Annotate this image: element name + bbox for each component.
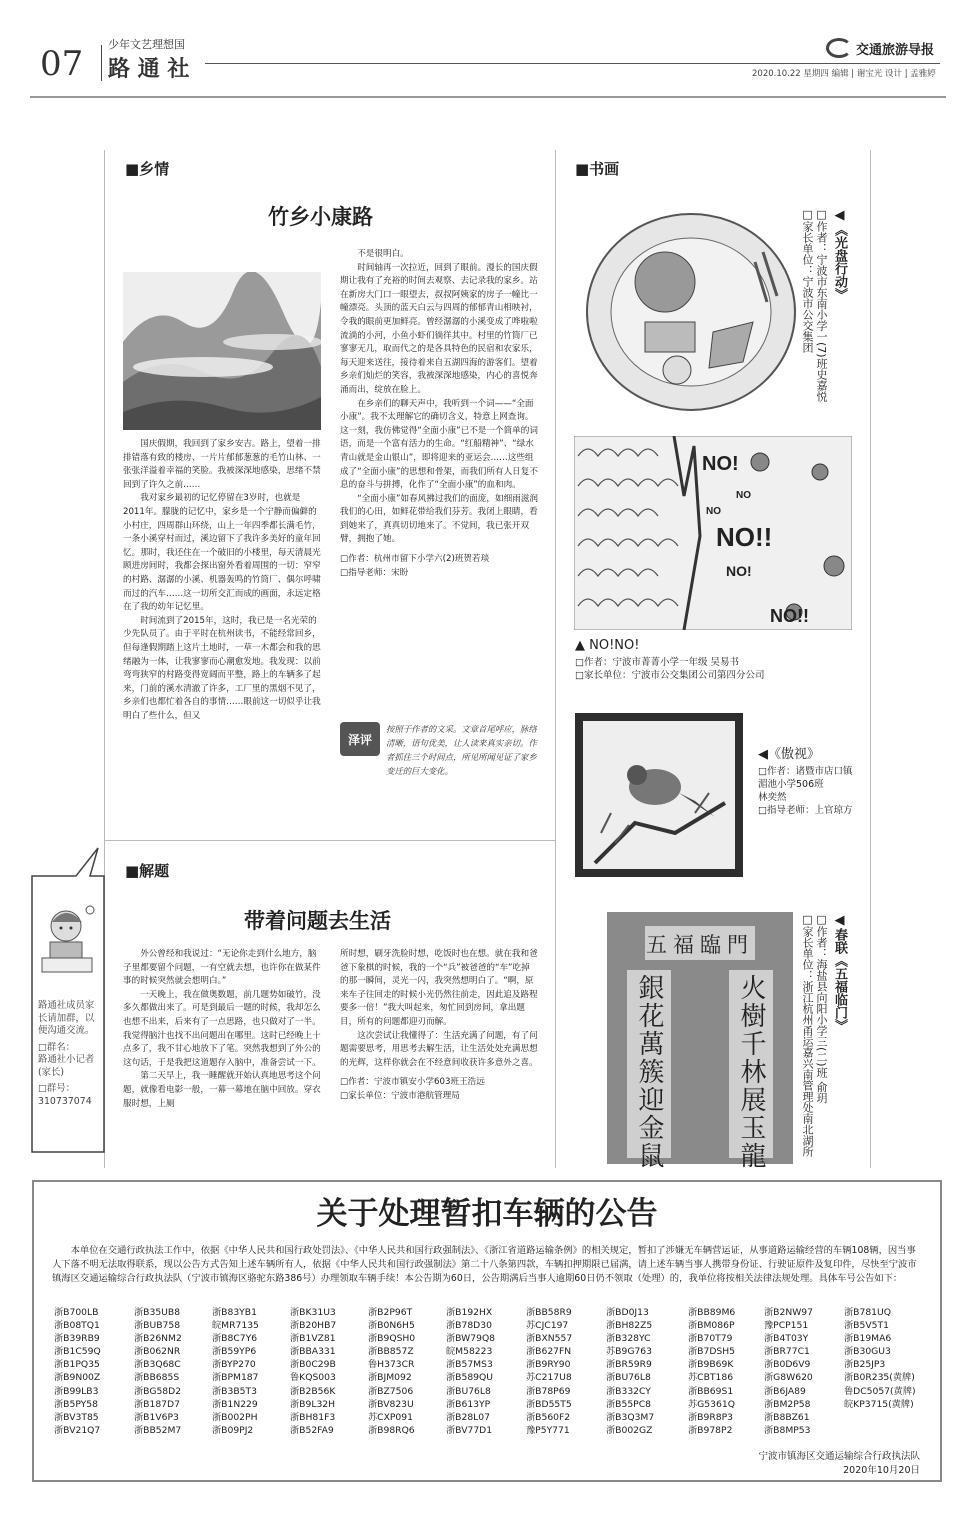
bird-painting <box>575 713 743 877</box>
couplet-horizontal: 五福臨門 <box>646 933 754 957</box>
nono-text: NO <box>706 506 721 517</box>
hometown-paragraph: 时间流到了2015年，这时，我已是一名光荣的少先队员了。由于平时在杭州读书，不能经常回乡，但每逢假期踏上这片土地时，一草一木都会和我的思绪融为一体，让我寥寥而心潮愈发地。我发现：以前弯弯狭窄的村路变得宽阔而平整，路上的车辆多了起来，门前的溪水清澈了许多，工厂里的黑烟不见了，乡亲们也都忙着各自的事情……眼前这一切似乎让我明白了些什么，但又 <box>123 615 321 721</box>
plate-number: 浙B08TQ1 <box>54 1320 100 1332</box>
nono-text: NO! <box>702 453 739 475</box>
plate-number: 浙B8BZ61 <box>764 1411 810 1423</box>
comment-badge <box>340 722 380 756</box>
artwork-author-school: 湄池小学506班 <box>758 779 824 790</box>
plate-column <box>368 1306 446 1437</box>
solving-col2 <box>340 948 538 1104</box>
plate-number: 浙B28L07 <box>446 1411 490 1423</box>
plate-number: 浙B002PH <box>212 1411 258 1423</box>
reading-child-illustration <box>36 900 100 978</box>
artwork-author-name: 林奕然 <box>758 792 787 803</box>
plate-number: 浙BV21Q7 <box>54 1424 101 1436</box>
hometown-paragraph: 国庆假期，我回到了家乡安吉。路上，望着一排排错落有致的楼房、一片片郁郁葱葱的毛竹山林、一张张洋溢着幸福的笑脸。我被深深地感染，思绪不禁回到了许久之前…… <box>123 439 321 490</box>
plate-number: 浙B627FN <box>526 1346 572 1358</box>
plate-number: 浙B8MP53 <box>764 1424 811 1436</box>
artwork-title: ▲ NO!NO! <box>575 638 640 653</box>
plate-number: 浙B9R8P3 <box>688 1411 733 1423</box>
plate-number: 鲁H373CR <box>368 1359 415 1371</box>
hometown-paragraph: “全面小康”如春风拂过我们的面庞，如细雨滋润我们的心田，如鲜花带给我们芬芳。我闭上眼睛，看到她来了，真真切切地来了。不觉间，我已张开双臂，拥抱了她。 <box>340 493 538 545</box>
plate-number: 浙B0D6V9 <box>764 1359 811 1371</box>
solving-paragraph: 这次尝试让我懂得了：生活充满了问题，有了问题需要思考，用思考去解生活，让生活处处充满思想的光辉，这样你就会在不经意间收获许多意外之喜。 <box>340 1030 538 1068</box>
plate-number: 浙B1N229 <box>212 1398 258 1410</box>
plate-number: 浙BZ7506 <box>368 1385 414 1397</box>
plate-number: 浙B700LB <box>54 1307 99 1318</box>
plate-number: 浙BV823U <box>368 1398 414 1410</box>
section-label-solving: ■解题 <box>125 862 170 880</box>
plate-number: 浙BYP270 <box>212 1359 256 1371</box>
sidebar-group-name-label: □群名： <box>38 1041 75 1053</box>
artwork-author: □作者：宁波市东南小学一(7)班史嘉悦 <box>815 208 828 402</box>
plate-number: 浙B6JA89 <box>764 1385 806 1397</box>
plate-number: 浙BV3T85 <box>54 1411 99 1423</box>
plate-list <box>54 1306 934 1437</box>
plate-number: 浙BH81F3 <box>290 1411 336 1423</box>
plate-number: 浙B9RY90 <box>526 1359 571 1371</box>
notice-title: 关于处理暂扣车辆的公告 <box>316 1196 658 1232</box>
artwork-author: □作者：海盐县向阳小学三(二)班 俞玥 <box>815 913 828 1104</box>
notice-date: 2020年10月20日 <box>843 1465 920 1476</box>
artwork-caption-3 <box>758 748 868 817</box>
hometown-col2 <box>340 248 538 580</box>
plate-number: 浙BG58D2 <box>134 1385 182 1397</box>
plate-number: 鲁DC5057(黄牌) <box>844 1385 916 1397</box>
sidebar-invite: 路通社成员家长请加群，以便沟通交流。 <box>38 1000 95 1036</box>
plate-number: 浙B83YB1 <box>212 1307 257 1318</box>
plate-number: 浙BUB758 <box>134 1320 181 1332</box>
sidebar-group-number-label: □群号： <box>38 1083 75 1094</box>
plate-number: 浙BB58R9 <box>526 1307 572 1318</box>
plate-number: 浙B8C7Y6 <box>212 1333 258 1345</box>
artwork-parent: □家长单位：宁波市公交集团 <box>801 208 814 353</box>
plate-number: 浙B55PC8 <box>606 1398 651 1410</box>
plate-number: 浙B3Q68C <box>134 1359 181 1371</box>
artwork-title: ◀《傲视》 <box>758 747 820 762</box>
section-label-hometown: ■乡情 <box>125 160 170 178</box>
issue-info: 2020.10.22 星期四 编辑 | 谢宝光 设计 | 孟雅婷 <box>752 69 936 79</box>
plate-number: 浙B187D7 <box>134 1398 180 1410</box>
plate-number: 浙B589QU <box>446 1372 493 1384</box>
plate-number: 浙BB89M6 <box>688 1307 736 1318</box>
plate-number: 浙BXN557 <box>526 1333 573 1345</box>
plate-number: 浙B9B69K <box>688 1359 734 1371</box>
plate-number: 浙B0C29B <box>290 1359 336 1371</box>
plate-number: 浙BU76L8 <box>606 1372 651 1384</box>
nono-text: NO!! <box>716 522 773 552</box>
plate-number: 浙BB69S1 <box>688 1385 734 1397</box>
plate-number: 浙B99LB3 <box>54 1385 99 1397</box>
plate-number: 浙B35UB8 <box>134 1307 181 1318</box>
plate-column <box>606 1306 688 1437</box>
plate-number: 浙BJM092 <box>368 1372 412 1384</box>
comment-badge-label: 泽评 <box>347 732 372 747</box>
plate-column <box>290 1306 368 1437</box>
artwork-teacher: □指导老师：上官琼方 <box>758 805 853 816</box>
plate-number: 苏CBT186 <box>688 1372 734 1384</box>
solving-parent: □家长单位：宁波市港航管理局 <box>340 1090 460 1101</box>
plate-number: 浙B26NM2 <box>134 1333 182 1345</box>
plate-number: 浙B0R235(黄牌) <box>844 1372 915 1384</box>
solving-paragraph: 第二天早上，我一睡醒就开始认真地思考这个问题，就像看电影一般，一幕一幕地在脑中回放。穿衣服时想，上厕 <box>123 1071 321 1109</box>
plate-number: 皖MR7135 <box>212 1320 259 1332</box>
plate-number: 浙B52FA9 <box>290 1424 334 1436</box>
article-title-hometown: 竹乡小康路 <box>268 205 373 229</box>
solving-paragraph: 外公曾经和我说过：“无论你走到什么地方，脑子里都要留个问题，一有空就去想，也许你在做某件事的时候突然就会想明白。” <box>123 949 321 987</box>
plate-number: 浙BR77C1 <box>764 1346 810 1358</box>
plate-number: 浙B5V5T1 <box>844 1320 889 1332</box>
section-label-artwork: ■书画 <box>575 160 620 178</box>
plate-number: 浙B192HX <box>446 1307 493 1318</box>
artwork-parent: □家长单位：浙江杭州甬运嘉兴南管理处南北湖所 <box>801 913 814 1157</box>
plate-number: 浙BB52M7 <box>134 1424 182 1436</box>
couplet-left: 銀花萬簇迎金鼠 <box>634 974 664 1170</box>
artwork-title: ◀《光盘行动》 <box>832 208 847 301</box>
plate-number: 浙B39RB9 <box>54 1333 100 1345</box>
plate-number: 浙BPM187 <box>212 1372 259 1384</box>
solving-paragraph: 所时想，刷牙洗脸时想，吃饭时也在想。就在我和爸爸下象棋的时候，我的一个“兵”被爸爸的“车”吃掉的那一瞬间，灵光一闪，我突然想明白了。“啊，原来车子往回走的时候小光仍然往前走，因此追及路程要多一倍！”我大叫起来，匆忙回到房间，拿出题目，所有的问题都迎刃而解。 <box>340 949 538 1027</box>
plate-number: 浙B59YP6 <box>212 1346 257 1358</box>
plate-number: 浙B1PQ35 <box>54 1359 100 1371</box>
column-name: 路 通 社 <box>108 57 190 82</box>
hometown-paragraph: 时间轴再一次拉近，回到了眼前。漫长的国庆假期让我有了充裕的时间去观察、去记录我的家乡。站在新房大门口一眼望去，叔叔阿姨家的房子一幢比一幢漂亮。头顶的蓝天白云与四周的郁郁青山相映衬，令我的眼前更加鲜亮。曾经潺潺的小溪变成了哗啦啦流淌的小河，小鱼小虾们徜徉其中。村里的竹筒厂已寥寥无几，取而代之的是各具特色的民宿和农家乐，每天迎来送往，接待着来自五湖四海的游客们。望着乡亲们灿烂的笑容，我被深深地感染，内心的喜悦奔涌而出，绽放在脸上。 <box>340 262 538 395</box>
masthead-divider <box>101 45 102 81</box>
hometown-paragraph: 在乡亲们的聊天声中，我听到一个词——“全面小康”。我不太理解它的确切含义，特意上网查询。这一刻，我仿佛觉得“全面小康”已不是一个简单的词语，而是一个富有活力的生命。“红船精神”、“绿水青山就是金山银山”，即将迎来的亚运会……这些组成了“全面小康”的思想和骨架，而我们所有人日复不息的奋斗与拼搏，化作了“全面小康”的血和肉。 <box>340 398 538 491</box>
hometown-paragraph: 我对家乡最初的记忆停留在3岁时，也就是2011年。朦胧的记忆中，家乡是一个宁静而偏僻的小村庄，四周群山环绕，山上一年四季都长满毛竹，一条小溪穿村而过，溪边留下了我许多美好的童年回忆。那时，我还住在一个破旧的小楼里，每天清晨光顾进房间时，我都会探出窗外看着周围的一切：窄窄的村路、潺潺的小溪、机器轰鸣的竹筒厂、偶尔呼啸而过的汽车……这一切所交汇而成的画面，永远定格在了我的幼年记忆里。 <box>123 493 321 613</box>
plate-number: 浙B98RQ6 <box>368 1424 415 1436</box>
plate-number: 浙B4T03Y <box>764 1333 809 1345</box>
column-divider <box>555 150 556 1168</box>
plate-number: 浙B613YP <box>446 1398 491 1410</box>
plate-number: 浙B70T79 <box>688 1333 733 1345</box>
plate-number: 浙B2NW97 <box>764 1307 813 1318</box>
article-title-solving: 带着问题去生活 <box>244 909 391 933</box>
nono-text: NO <box>736 490 751 501</box>
notice-issuer: 宁波市镇海区交通运输综合行政执法队 <box>758 1451 920 1462</box>
sidebar-group-number: 310737074 <box>38 1095 92 1107</box>
hometown-author: □作者：杭州市留下小学六(2)班贺若琰 <box>340 554 490 565</box>
plate-number: 浙B062NR <box>134 1346 181 1358</box>
plate-number: 浙BB857Z <box>368 1346 414 1358</box>
plate-number: 浙B9L32H <box>290 1398 336 1410</box>
artwork-caption-1 <box>800 208 846 408</box>
plate-number: 浙B78D30 <box>446 1320 492 1332</box>
plate-number: 苏CXP091 <box>368 1411 413 1423</box>
plate-number: 浙BW79Q8 <box>446 1333 496 1345</box>
brand-logo <box>826 38 934 58</box>
plate-number: 浙BV77D1 <box>446 1424 493 1436</box>
artwork-author: □作者：宁波市菁菁小学一年级 吴易书 <box>575 657 739 668</box>
hometown-col1 <box>123 438 321 723</box>
artwork-title: ◀春联《五福临门》 <box>832 913 847 1032</box>
plate-number: 浙B2P96T <box>368 1307 413 1318</box>
solving-paragraph: 一天晚上，我在做奥数题，前几题势如破竹，没多久都做出来了。可是到最后一题的时候，我却怎么也想不出来，后来有了一点思路，也只做对了一半。我觉得脑汁也找不出问题出在哪里。这时已经晚上十点多了，我不甘心地放下了笔。突然我想到了外公的这句话，于是我把这道题存入脑中，准备尝试一下。 <box>123 989 321 1068</box>
plate-number: 浙BM2P58 <box>764 1398 811 1410</box>
plate-number: 浙BH82Z5 <box>606 1320 653 1332</box>
plate-number: 浙B3Q3M7 <box>606 1411 655 1423</box>
plate-number: 浙B9QSH0 <box>368 1333 416 1345</box>
solving-author: □作者：宁波市镇安小学603班王浩远 <box>340 1077 485 1088</box>
plate-number: 浙BD0J13 <box>606 1307 649 1318</box>
plate-number: 浙B332CY <box>606 1385 651 1397</box>
plate-number: 苏C217U8 <box>526 1372 572 1384</box>
brand-icon <box>826 38 852 58</box>
masthead-rule <box>205 63 940 64</box>
page-number: 07 <box>40 44 84 84</box>
artwork-author: □作者：诸暨市店口镇 <box>758 766 853 777</box>
solving-col1 <box>123 948 321 1111</box>
top-rule <box>30 96 946 98</box>
plate-number: 浙BR59R9 <box>606 1359 652 1371</box>
plate-number: 浙B978P2 <box>688 1424 733 1436</box>
plate-number: 浙B25JP3 <box>844 1359 886 1371</box>
plate-number: 浙BK31U3 <box>290 1307 336 1318</box>
plate-number: 浙B2B56K <box>290 1385 336 1397</box>
plate-number: 浙G8W620 <box>764 1372 813 1384</box>
plate-number: 皖M58223 <box>446 1346 493 1358</box>
plate-column <box>844 1306 934 1437</box>
sidebar-group-name: 路通社小记者(家长) <box>38 1054 95 1078</box>
plate-number: 豫P5Y771 <box>526 1424 570 1436</box>
plate-number: 浙BB685S <box>134 1372 180 1384</box>
section-divider <box>104 840 556 841</box>
plate-number: 浙B78P69 <box>526 1385 571 1397</box>
plate-number: 浙B20HB7 <box>290 1320 337 1332</box>
plate-column <box>688 1306 764 1437</box>
plate-number: 浙B1C59Q <box>54 1346 101 1358</box>
plate-number: 浙B328YC <box>606 1333 651 1345</box>
plate-number: 浙BBA331 <box>290 1346 336 1358</box>
nono-text: NO!! <box>770 606 809 626</box>
column-slogan: 少年文艺理想国 <box>108 38 185 51</box>
plate-number: 浙B30GU3 <box>844 1346 891 1358</box>
plate-number: 苏B9G763 <box>606 1346 652 1358</box>
plate-number: 浙B7DSH5 <box>688 1346 735 1358</box>
plate-painting <box>585 212 797 412</box>
plate-column <box>134 1306 212 1437</box>
nono-text: NO! <box>726 563 752 579</box>
section-frame-right <box>870 150 871 1168</box>
plate-number: 浙B09PJ2 <box>212 1424 254 1436</box>
plate-column <box>526 1306 606 1437</box>
editor-comment: 按照于作者的文采。文章首尾呼应，脉络清晰，语句优美，让人读来真实亲切。作者抓住三个时间点，所见所闻见证了家乡变迁的巨大变化。 <box>386 724 537 776</box>
plate-number: 鲁KQS003 <box>290 1372 336 1384</box>
plate-column <box>764 1306 844 1437</box>
plate-number: 苏CJC197 <box>526 1320 569 1332</box>
hometown-teacher: □指导老师：宋盼 <box>340 567 409 578</box>
plate-column <box>212 1306 290 1437</box>
artwork-caption-2 <box>575 639 764 682</box>
plate-number: 浙B560F2 <box>526 1411 571 1423</box>
plate-number: 豫PCP151 <box>764 1320 809 1332</box>
plate-number: 苏G5361Q <box>688 1398 735 1410</box>
plate-number: 浙B57MS3 <box>446 1359 493 1371</box>
plate-number: 浙BU76L8 <box>446 1385 491 1397</box>
landscape-photo <box>123 272 321 430</box>
plate-number: 浙B0N6H5 <box>368 1320 415 1332</box>
plate-number: 浙BD55T5 <box>526 1398 572 1410</box>
plate-number: 浙B19MA6 <box>844 1333 892 1345</box>
plate-number: 皖KP3715(黄牌) <box>844 1398 914 1410</box>
artwork-caption-4 <box>800 913 846 1163</box>
plate-number: 浙BM086P <box>688 1320 735 1332</box>
notice-body: 本单位在交通行政执法工作中，依据《中华人民共和国行政处罚法》、《中华人民共和国行政强制法》、《浙江省道路运输条例》的相关规定，暂扣了涉嫌无车辆营运证，从事道路运输经营的车辆108辆，因当事人下落不明无法取得联系，现以公告方式告知上述车辆所有人，依据《中华人民共和国行政强制法》第二十八条第四款，车辆扣押期限已届满，请上述车辆当事人携带身份证、行驶证原件及复印件，尽快至宁波市镇海区交通运输综合行政执法队（宁波市镇海区骆驼东路386号）办理领取车辆手续！本公告期为60日，公告期满后当事人逾期60日仍不领取（处理）的，我单位将按相关法律法规处理。具体车号公告如下： <box>52 1245 917 1284</box>
artwork-parent: □家长单位：宁波市公交集团公司第四分公司 <box>575 670 765 681</box>
plate-number: 浙B9N00Z <box>54 1372 101 1384</box>
hometown-paragraph: 不是很明白。 <box>357 249 409 259</box>
plate-number: 浙B002GZ <box>606 1424 653 1436</box>
plate-column <box>446 1306 526 1437</box>
nono-drawing <box>574 436 852 630</box>
plate-number: 浙B3B5T3 <box>212 1385 257 1397</box>
plate-number: 浙B5PY58 <box>54 1398 98 1410</box>
plate-number: 浙B781UQ <box>844 1307 891 1318</box>
plate-column <box>54 1306 134 1437</box>
couplet-right: 火樹千林展玉龍 <box>736 974 766 1170</box>
brand-name: 交通旅游导报 <box>856 42 935 58</box>
plate-number: 浙B1V6P3 <box>134 1411 179 1423</box>
sidebar-text <box>38 1000 100 1108</box>
plate-number: 浙B1VZ81 <box>290 1333 336 1345</box>
